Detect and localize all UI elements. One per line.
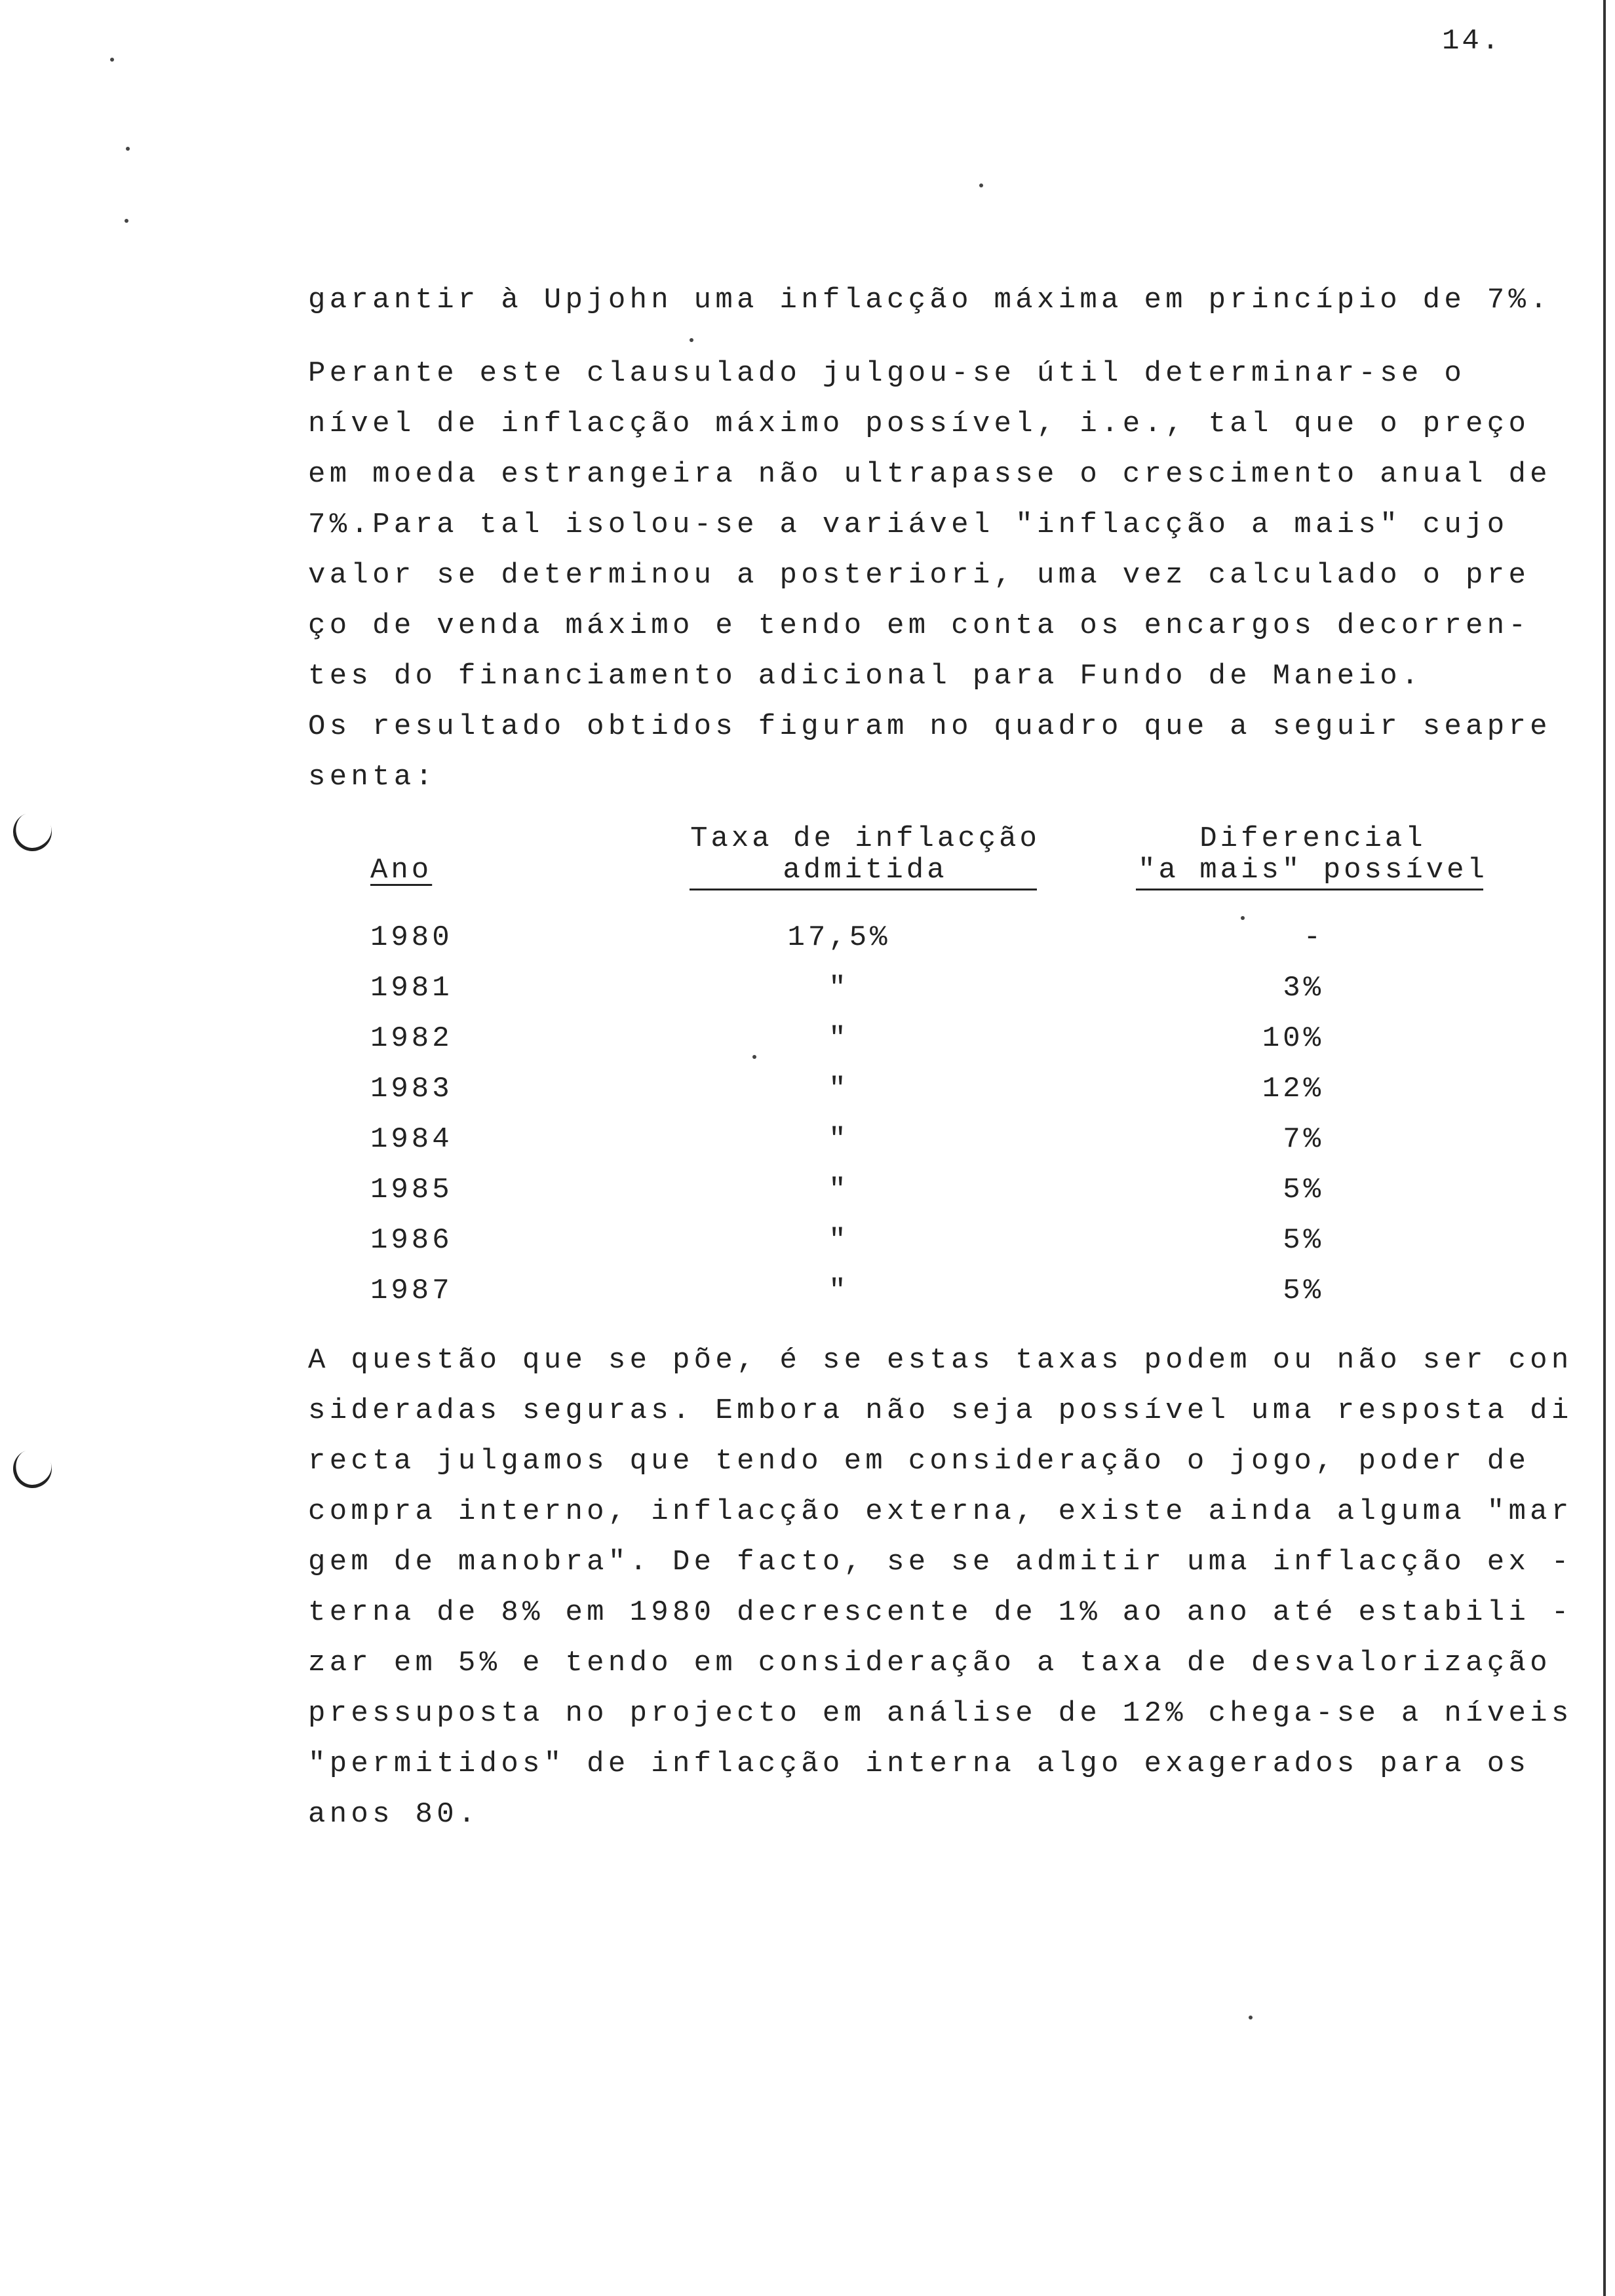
- table-rate: ": [828, 1022, 849, 1055]
- table-diff: 5%: [1283, 1224, 1324, 1257]
- text-line: 7%.Para tal isolou-se a variável "inflacção a mais" cujo: [308, 508, 1509, 541]
- table-year: 1981: [370, 972, 453, 1004]
- text-line: anos 80.: [308, 1798, 480, 1831]
- table-diff: 3%: [1283, 972, 1324, 1004]
- header-rate-line1: Taxa de inflacção: [690, 822, 1040, 855]
- text-line: gem de manobra". De facto, se se admitir uma inflacção ex -: [308, 1546, 1573, 1578]
- text-line: ço de venda máximo e tendo em conta os encargos decorren-: [308, 609, 1530, 642]
- table-rate: ": [828, 1174, 849, 1206]
- table-year: 1982: [370, 1022, 453, 1055]
- text-line: garantir à Upjohn uma inflacção máxima em princípio de 7%.: [308, 284, 1551, 316]
- table-rate: ": [828, 1224, 849, 1257]
- header-diff-rule: [1136, 889, 1483, 890]
- header-rate-line2: admitida: [783, 854, 948, 887]
- header-year: Ano: [370, 854, 433, 887]
- paragraph-discussion: [308, 1335, 1573, 1840]
- table-rate: ": [828, 1274, 849, 1307]
- text-line: zar em 5% e tendo em consideração a taxa de desvalorização: [308, 1647, 1551, 1679]
- table-rate: 17,5%: [787, 921, 891, 954]
- text-line: senta:: [308, 761, 437, 794]
- header-diff-line1: Diferencial: [1199, 822, 1426, 855]
- text-line: tes do financiamento adicional para Fundo de Maneio.: [308, 660, 1423, 693]
- text-line: em moeda estrangeira não ultrapasse o crescimento anual de: [308, 458, 1551, 491]
- text-line: "permitidos" de inflacção interna algo exagerados para os: [308, 1748, 1530, 1780]
- table-year: 1980: [370, 921, 453, 954]
- table-year: 1986: [370, 1224, 453, 1257]
- text-line: compra interno, inflacção externa, existe ainda alguma "mar: [308, 1495, 1573, 1528]
- table-diff: 5%: [1283, 1274, 1324, 1307]
- page-number: 14.: [1442, 25, 1502, 58]
- text-line: Perante este clausulado julgou-se útil determinar-se o: [308, 357, 1466, 390]
- table-year: 1987: [370, 1274, 453, 1307]
- text-line: sideradas seguras. Embora não seja possível uma resposta di: [308, 1394, 1573, 1427]
- table-rate: ": [828, 1073, 849, 1105]
- text-line: Os resultado obtidos figuram no quadro que a seguir seapre: [308, 710, 1551, 743]
- header-rate-rule: [690, 889, 1037, 890]
- text-line: recta julgamos que tendo em consideração o jogo, poder de: [308, 1445, 1530, 1478]
- table-diff: 12%: [1262, 1073, 1324, 1105]
- table-diff: -: [1303, 921, 1324, 954]
- table-diff: 5%: [1283, 1174, 1324, 1206]
- table-rate: ": [828, 972, 849, 1004]
- text-line: valor se determinou a posteriori, uma vez calculado o pre: [308, 559, 1530, 592]
- table-diff: 7%: [1283, 1123, 1324, 1156]
- table-year: 1984: [370, 1123, 453, 1156]
- header-diff-line2: "a mais" possível: [1138, 854, 1488, 887]
- text-line: pressuposta no projecto em análise de 12% chega-se a níveis: [308, 1697, 1573, 1730]
- table-year: 1983: [370, 1073, 453, 1105]
- text-line: terna de 8% em 1980 decrescente de 1% ao ano até estabili -: [308, 1596, 1573, 1629]
- text-line: nível de inflacção máximo possível, i.e., tal que o preço: [308, 408, 1530, 440]
- text-line: A questão que se põe, é se estas taxas podem ou não ser con: [308, 1344, 1573, 1377]
- table-rate: ": [828, 1123, 849, 1156]
- table-year: 1985: [370, 1174, 453, 1206]
- table-diff: 10%: [1262, 1022, 1324, 1055]
